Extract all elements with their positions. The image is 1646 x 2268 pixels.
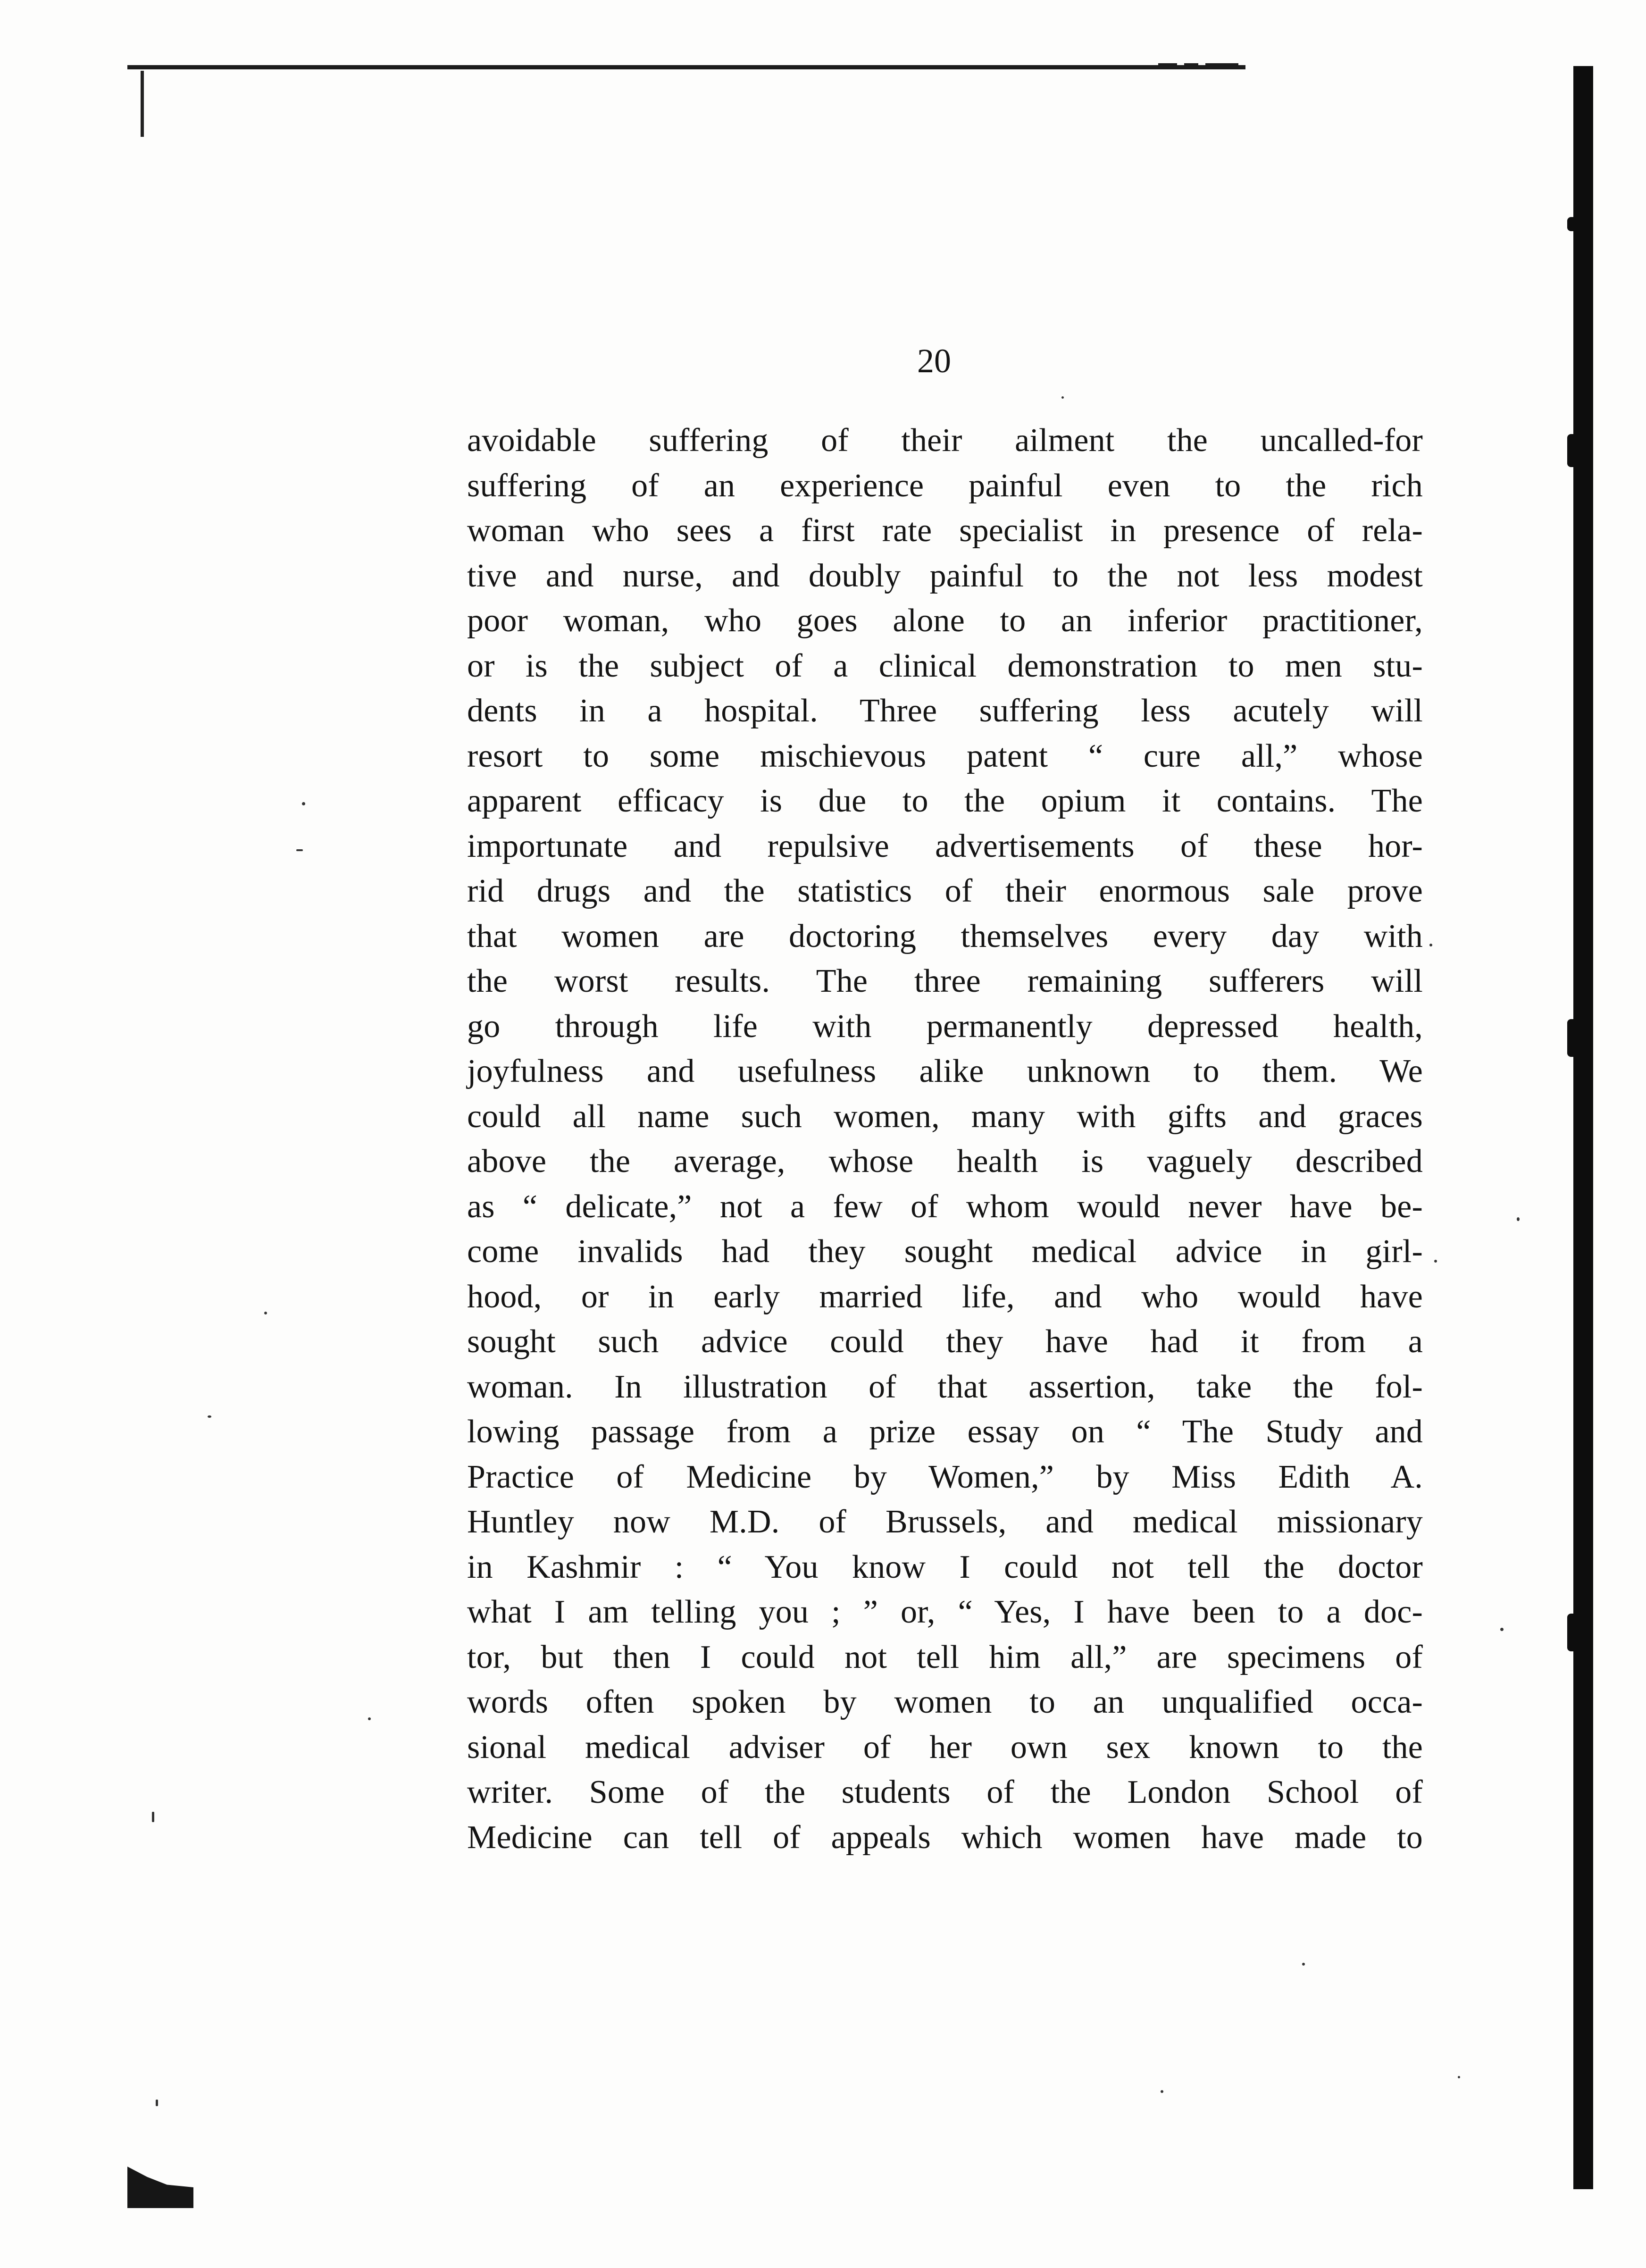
- scan-speck: [1458, 2076, 1460, 2078]
- text-line: Huntley now M.D. of Brussels, and medical missionary: [467, 1504, 1423, 1540]
- text-line: could all name such women, many with gifts and graces: [467, 1098, 1423, 1135]
- text-line: hood, or in early married life, and who would have: [467, 1278, 1423, 1315]
- text-line: lowing passage from a prize essay on “ The Study and: [467, 1414, 1423, 1450]
- text-line: resort to some mischievous patent “ cure all,” whose: [467, 737, 1423, 774]
- text-line: woman. In illustration of that assertion, take the fol-: [467, 1368, 1423, 1405]
- right-edge-notch: [1567, 217, 1578, 231]
- right-edge-notch: [1567, 1614, 1578, 1651]
- scan-speck: [1500, 1628, 1504, 1631]
- scan-speck: [302, 802, 305, 805]
- top-border-rule: [127, 65, 1245, 69]
- text-line: sional medical adviser of her own sex known to the: [467, 1729, 1423, 1766]
- scan-speck: [1302, 1963, 1305, 1966]
- scan-speck: [1434, 1260, 1437, 1263]
- top-border-dash: [1184, 63, 1198, 68]
- text-line: apparent efficacy is due to the opium it contains. The: [467, 783, 1423, 819]
- scan-speck: [1429, 944, 1432, 946]
- text-line: rid drugs and the statistics of their enormous sale prove: [467, 873, 1423, 909]
- scan-speck: [368, 1717, 371, 1720]
- text-line: woman who sees a first rate specialist in presence of rela-: [467, 512, 1423, 549]
- text-line: poor woman, who goes alone to an inferior practitioner,: [467, 603, 1423, 639]
- text-line: or is the subject of a clinical demonstration to men stu-: [467, 647, 1423, 684]
- text-line: above the average, whose health is vaguely described: [467, 1143, 1423, 1180]
- top-border-dash: [1205, 63, 1238, 68]
- text-line: the worst results. The three remaining sufferers will: [467, 963, 1423, 999]
- text-line: Medicine can tell of appeals which women have made to: [467, 1819, 1423, 1856]
- text-line: sought such advice could they have had it from a: [467, 1323, 1423, 1360]
- scan-speck: [1161, 2090, 1163, 2093]
- right-edge-notch: [1567, 434, 1578, 467]
- text-line: tor, but then I could not tell him all,” are specimens of: [467, 1639, 1423, 1675]
- right-edge-shadow: [1573, 66, 1593, 2189]
- text-line: tive and nurse, and doubly painful to the not less modest: [467, 557, 1423, 594]
- scan-speck: [208, 1415, 211, 1418]
- top-border-dash: [1158, 63, 1177, 68]
- text-line: joyfulness and usefulness alike unknown to them. We: [467, 1053, 1423, 1089]
- text-line: importunate and repulsive advertisements of these hor-: [467, 828, 1423, 864]
- text-line: avoidable suffering of their ailment the uncalled-for: [467, 422, 1423, 459]
- text-line: dents in a hospital. Three suffering less acutely will: [467, 693, 1423, 729]
- text-line: what I am telling you ; ” or, “ Yes, I have been to a doc-: [467, 1594, 1423, 1630]
- scan-speck: [156, 2100, 158, 2106]
- text-line: Practice of Medicine by Women,” by Miss Edith A.: [467, 1458, 1423, 1495]
- text-line: that women are doctoring themselves every day with: [467, 918, 1423, 954]
- text-line: words often spoken by women to an unqualified occa-: [467, 1684, 1423, 1720]
- page-number: 20: [917, 342, 951, 380]
- text-line: in Kashmir : “ You know I could not tell the doctor: [467, 1548, 1423, 1585]
- text-line: writer. Some of the students of the London School of: [467, 1774, 1423, 1810]
- body-paragraph: [467, 418, 1423, 1860]
- text-line: suffering of an experience painful even to the rich: [467, 467, 1423, 504]
- bottom-left-smudge: [127, 2156, 193, 2208]
- scan-speck: [264, 1312, 267, 1314]
- right-edge-notch: [1567, 1019, 1578, 1057]
- text-line: come invalids had they sought medical advice in girl-: [467, 1233, 1423, 1270]
- scan-speck: [296, 849, 303, 851]
- text-line: as “ delicate,” not a few of whom would never have be-: [467, 1188, 1423, 1225]
- left-border-tick: [141, 71, 144, 137]
- text-line: go through life with permanently depressed health,: [467, 1008, 1423, 1045]
- scan-speck: [1517, 1217, 1520, 1221]
- scan-speck: [152, 1812, 154, 1822]
- scan-speck: [1061, 396, 1064, 399]
